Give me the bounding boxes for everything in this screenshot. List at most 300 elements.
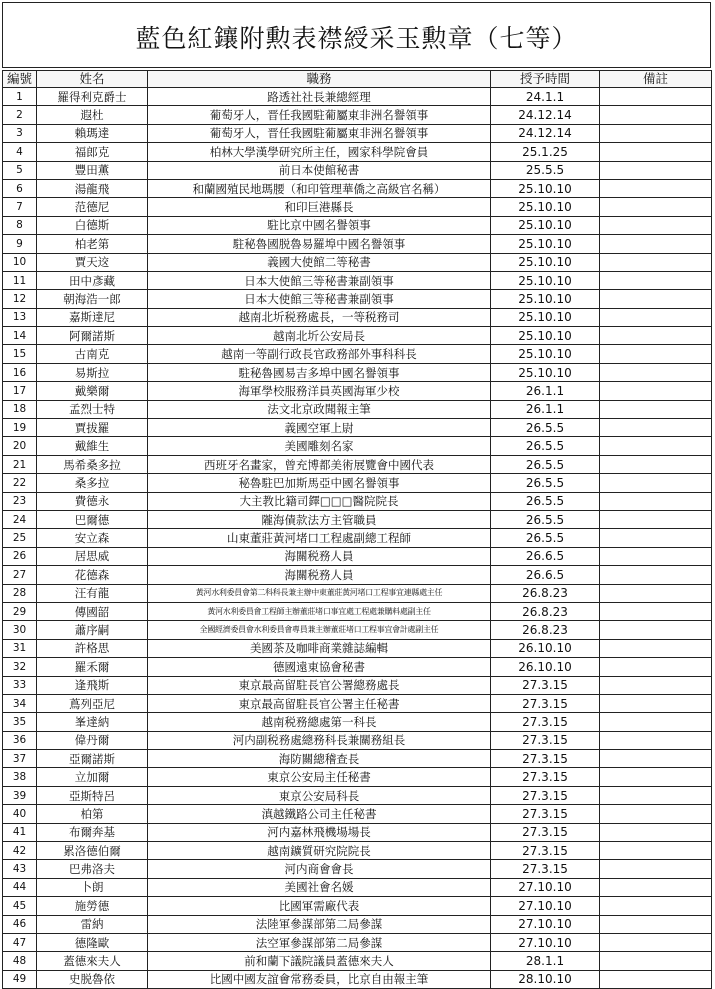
row-name: 立加爾 — [37, 768, 148, 786]
row-note — [600, 382, 712, 400]
row-date: 26.5.5 — [491, 419, 600, 437]
table-body — [3, 88, 712, 989]
row-duty: 美國雕刻名家 — [148, 437, 491, 455]
table-row — [3, 235, 712, 253]
row-num: 4 — [3, 143, 37, 161]
table-row — [3, 694, 712, 712]
table-row — [3, 750, 712, 768]
row-num: 26 — [3, 547, 37, 565]
row-date: 27.3.15 — [491, 731, 600, 749]
row-note — [600, 308, 712, 326]
row-note — [600, 88, 712, 106]
table-row — [3, 437, 712, 455]
row-name: 布爾奔基 — [37, 823, 148, 841]
row-duty: 美國社會名媛 — [148, 878, 491, 896]
row-duty: 越南鑛質研究院院長 — [148, 842, 491, 860]
row-num: 27 — [3, 566, 37, 584]
table-row — [3, 621, 712, 639]
row-num: 44 — [3, 878, 37, 896]
row-num: 21 — [3, 455, 37, 473]
row-note — [600, 106, 712, 124]
table-row — [3, 529, 712, 547]
table-row — [3, 290, 712, 308]
row-name: 累洛德伯爾 — [37, 842, 148, 860]
table-row — [3, 676, 712, 694]
row-date: 27.3.15 — [491, 786, 600, 804]
row-name: 孟烈士特 — [37, 400, 148, 418]
row-duty: 葡萄牙人，晋任我國駐葡屬東非洲名譽領事 — [148, 106, 491, 124]
row-duty: 比國中國友誼會常務委員，比京自由報主筆 — [148, 970, 491, 988]
row-name: 賈天䢒 — [37, 253, 148, 271]
row-note — [600, 970, 712, 988]
row-name: 桑多拉 — [37, 474, 148, 492]
row-duty: 滇越鐵路公司主任秘書 — [148, 805, 491, 823]
row-duty: 東京公安局科長 — [148, 786, 491, 804]
row-note — [600, 290, 712, 308]
row-date: 25.10.10 — [491, 290, 600, 308]
row-note — [600, 805, 712, 823]
row-num: 15 — [3, 345, 37, 363]
row-date: 27.3.15 — [491, 694, 600, 712]
row-name: 馬希桑多拉 — [37, 455, 148, 473]
row-duty: 前和蘭下議院議員蓋德來夫人 — [148, 952, 491, 970]
row-duty: 美國茶及咖啡商業雜誌編輯 — [148, 639, 491, 657]
table-row — [3, 566, 712, 584]
row-name: 德隆歐 — [37, 933, 148, 951]
row-date: 25.10.10 — [491, 363, 600, 381]
row-duty: 西班牙名畫家，曾充博都美術展覽會中國代表 — [148, 455, 491, 473]
table-row — [3, 382, 712, 400]
row-num: 20 — [3, 437, 37, 455]
row-num: 45 — [3, 897, 37, 915]
row-duty: 和印巨港縣長 — [148, 198, 491, 216]
row-name: 汪有龍 — [37, 584, 148, 602]
row-name: 卜朗 — [37, 878, 148, 896]
row-note — [600, 510, 712, 528]
row-date: 24.12.14 — [491, 124, 600, 142]
row-note — [600, 529, 712, 547]
row-num: 29 — [3, 602, 37, 620]
row-note — [600, 842, 712, 860]
row-note — [600, 750, 712, 768]
row-duty: 柏林大學漢學研究所主任，國家科學院會員 — [148, 143, 491, 161]
row-note — [600, 198, 712, 216]
row-duty: 越南一等副行政長官政務部外事科科長 — [148, 345, 491, 363]
row-num: 31 — [3, 639, 37, 657]
row-name: 傳國韶 — [37, 602, 148, 620]
table-row — [3, 363, 712, 381]
row-date: 26.6.5 — [491, 547, 600, 565]
row-date: 25.10.10 — [491, 253, 600, 271]
row-duty: 海軍學校服務洋員英國海軍少校 — [148, 382, 491, 400]
row-note — [600, 179, 712, 197]
row-num: 17 — [3, 382, 37, 400]
row-duty: 海防關總稽查長 — [148, 750, 491, 768]
page-title: 藍色紅鑲附勲表襟綬采玉勲章（七等） — [135, 24, 578, 53]
table-row — [3, 179, 712, 197]
row-note — [600, 363, 712, 381]
row-duty: 河内商會會長 — [148, 860, 491, 878]
row-duty: 德國遠東協會秘書 — [148, 658, 491, 676]
row-duty: 比國軍需廠代表 — [148, 897, 491, 915]
table-row — [3, 474, 712, 492]
row-duty: 前日本使館秘書 — [148, 161, 491, 179]
row-duty: 法陸軍參謀部第二局參謀 — [148, 915, 491, 933]
row-name: 亞斯特呂 — [37, 786, 148, 804]
award-table — [2, 70, 712, 989]
row-duty: 葡萄牙人，晋任我國駐葡屬東非洲名譽領事 — [148, 124, 491, 142]
row-date: 27.3.15 — [491, 805, 600, 823]
row-note — [600, 860, 712, 878]
row-date: 26.1.1 — [491, 400, 600, 418]
row-name: 蓋德來夫人 — [37, 952, 148, 970]
row-duty: 越南北圻公安局長 — [148, 327, 491, 345]
row-num: 39 — [3, 786, 37, 804]
table-row — [3, 492, 712, 510]
row-name: 戴樂爾 — [37, 382, 148, 400]
table-row — [3, 419, 712, 437]
row-date: 26.5.5 — [491, 510, 600, 528]
row-num: 12 — [3, 290, 37, 308]
row-num: 8 — [3, 216, 37, 234]
row-num: 38 — [3, 768, 37, 786]
row-note — [600, 713, 712, 731]
table-row — [3, 308, 712, 326]
header-note: 備註 — [600, 71, 712, 88]
row-note — [600, 143, 712, 161]
row-name: 逢飛斯 — [37, 676, 148, 694]
row-num: 16 — [3, 363, 37, 381]
row-num: 43 — [3, 860, 37, 878]
table-row — [3, 510, 712, 528]
row-duty: 日本大使館三等秘書兼副領事 — [148, 271, 491, 289]
row-date: 27.3.15 — [491, 750, 600, 768]
row-num: 47 — [3, 933, 37, 951]
row-date: 28.10.10 — [491, 970, 600, 988]
row-name: 柏老第 — [37, 235, 148, 253]
row-num: 9 — [3, 235, 37, 253]
row-note — [600, 786, 712, 804]
row-duty: 法文北京政聞報主筆 — [148, 400, 491, 418]
row-name: 戴維生 — [37, 437, 148, 455]
row-name: 費德永 — [37, 492, 148, 510]
table-row — [3, 658, 712, 676]
row-date: 26.10.10 — [491, 639, 600, 657]
row-duty: 秘魯駐巴加斯馬亞中國名譽領事 — [148, 474, 491, 492]
row-num: 36 — [3, 731, 37, 749]
row-name: 巴弗洛夫 — [37, 860, 148, 878]
row-name: 賴瑪達 — [37, 124, 148, 142]
row-name: 安立森 — [37, 529, 148, 547]
row-note — [600, 216, 712, 234]
table-row — [3, 713, 712, 731]
row-num: 5 — [3, 161, 37, 179]
row-note — [600, 897, 712, 915]
table-row — [3, 143, 712, 161]
row-date: 24.12.14 — [491, 106, 600, 124]
row-name: 峯達納 — [37, 713, 148, 731]
row-duty: 隴海債款法方主管職員 — [148, 510, 491, 528]
row-date: 25.10.10 — [491, 235, 600, 253]
row-date: 26.5.5 — [491, 492, 600, 510]
row-name: 古南克 — [37, 345, 148, 363]
table-row — [3, 897, 712, 915]
row-num: 3 — [3, 124, 37, 142]
row-duty: 東京公安局主任秘書 — [148, 768, 491, 786]
row-date: 26.10.10 — [491, 658, 600, 676]
row-date: 25.1.25 — [491, 143, 600, 161]
row-note — [600, 327, 712, 345]
row-duty: 山東董莊黃河堵口工程處副總工程師 — [148, 529, 491, 547]
row-date: 27.10.10 — [491, 933, 600, 951]
header-duty: 職務 — [148, 71, 491, 88]
row-duty: 越南北圻税務處長，一等税務司 — [148, 308, 491, 326]
row-num: 10 — [3, 253, 37, 271]
row-note — [600, 621, 712, 639]
row-duty: 大主教比籍司鐸□□□醫院院長 — [148, 492, 491, 510]
row-date: 27.3.15 — [491, 713, 600, 731]
table-row — [3, 768, 712, 786]
row-duty: 河内嘉林飛機場場長 — [148, 823, 491, 841]
row-name: 朝海浩一郎 — [37, 290, 148, 308]
row-num: 6 — [3, 179, 37, 197]
row-note — [600, 253, 712, 271]
row-name: 偉丹爾 — [37, 731, 148, 749]
row-date: 25.10.10 — [491, 345, 600, 363]
row-num: 25 — [3, 529, 37, 547]
table-row — [3, 786, 712, 804]
header-date: 授予時間 — [491, 71, 600, 88]
row-num: 1 — [3, 88, 37, 106]
table-row — [3, 731, 712, 749]
row-name: 福郎克 — [37, 143, 148, 161]
row-num: 11 — [3, 271, 37, 289]
row-name: 白德斯 — [37, 216, 148, 234]
row-duty: 越南税務總處第一科長 — [148, 713, 491, 731]
row-duty: 黃河水利委員會工程師主辦董莊堵口事宜處工程處兼購料處副主任 — [148, 602, 491, 620]
row-name: 羅禾爾 — [37, 658, 148, 676]
table-row — [3, 915, 712, 933]
row-note — [600, 731, 712, 749]
row-num: 28 — [3, 584, 37, 602]
row-note — [600, 878, 712, 896]
row-name: 居思威 — [37, 547, 148, 565]
row-date: 27.3.15 — [491, 823, 600, 841]
header-num: 編號 — [3, 71, 37, 88]
row-date: 25.10.10 — [491, 198, 600, 216]
table-row — [3, 823, 712, 841]
row-num: 42 — [3, 842, 37, 860]
row-num: 22 — [3, 474, 37, 492]
row-name: 巴爾德 — [37, 510, 148, 528]
row-num: 41 — [3, 823, 37, 841]
row-date: 26.5.5 — [491, 455, 600, 473]
row-date: 25.10.10 — [491, 327, 600, 345]
row-note — [600, 437, 712, 455]
row-num: 19 — [3, 419, 37, 437]
row-duty: 海關税務人員 — [148, 566, 491, 584]
row-duty: 義國大使館二等秘書 — [148, 253, 491, 271]
table-row — [3, 198, 712, 216]
row-num: 14 — [3, 327, 37, 345]
row-name: 柏第 — [37, 805, 148, 823]
row-name: 湯龍飛 — [37, 179, 148, 197]
row-note — [600, 400, 712, 418]
row-note — [600, 492, 712, 510]
row-note — [600, 474, 712, 492]
row-duty: 日本大使館三等秘書兼副領事 — [148, 290, 491, 308]
table-row — [3, 106, 712, 124]
table-row — [3, 602, 712, 620]
table-row — [3, 805, 712, 823]
row-duty: 駐秘魯國脱魯易羅埠中國名譽領事 — [148, 235, 491, 253]
row-date: 27.3.15 — [491, 768, 600, 786]
table-row — [3, 253, 712, 271]
row-duty: 東京最高留駐長官公署總務處長 — [148, 676, 491, 694]
row-note — [600, 547, 712, 565]
table-row — [3, 400, 712, 418]
row-duty: 和蘭國殖民地瑪腰（和印管理華僑之高級官名稱） — [148, 179, 491, 197]
row-date: 25.10.10 — [491, 216, 600, 234]
row-date: 24.1.1 — [491, 88, 600, 106]
row-date: 25.10.10 — [491, 308, 600, 326]
row-num: 18 — [3, 400, 37, 418]
table-row — [3, 878, 712, 896]
row-note — [600, 455, 712, 473]
row-date: 26.5.5 — [491, 437, 600, 455]
table-row — [3, 327, 712, 345]
row-duty: 黃河水利委員會第二科科長兼主辦中東董莊黃河堵口工程事宜連縣處主任 — [148, 584, 491, 602]
row-num: 49 — [3, 970, 37, 988]
row-date: 26.5.5 — [491, 474, 600, 492]
title-box — [2, 2, 711, 68]
row-name: 亞爾諾斯 — [37, 750, 148, 768]
row-name: 史脱魯依 — [37, 970, 148, 988]
row-duty: 海關税務人員 — [148, 547, 491, 565]
table-row — [3, 584, 712, 602]
table-row — [3, 455, 712, 473]
row-num: 33 — [3, 676, 37, 694]
row-duty: 東京最高留駐長官公署主任秘書 — [148, 694, 491, 712]
row-name: 許格思 — [37, 639, 148, 657]
row-note — [600, 639, 712, 657]
row-num: 24 — [3, 510, 37, 528]
row-note — [600, 419, 712, 437]
row-date: 25.5.5 — [491, 161, 600, 179]
row-date: 26.6.5 — [491, 566, 600, 584]
row-name: 阿爾諾斯 — [37, 327, 148, 345]
row-date: 28.1.1 — [491, 952, 600, 970]
row-note — [600, 602, 712, 620]
row-num: 40 — [3, 805, 37, 823]
table-row — [3, 970, 712, 988]
row-note — [600, 584, 712, 602]
row-duty: 駐比京中國名譽領事 — [148, 216, 491, 234]
header-row — [3, 71, 712, 88]
row-name: 雷納 — [37, 915, 148, 933]
row-num: 13 — [3, 308, 37, 326]
table-row — [3, 952, 712, 970]
row-date: 25.10.10 — [491, 179, 600, 197]
row-num: 30 — [3, 621, 37, 639]
table-row — [3, 933, 712, 951]
row-note — [600, 694, 712, 712]
row-date: 27.3.15 — [491, 842, 600, 860]
row-name: 田中彥藏 — [37, 271, 148, 289]
row-note — [600, 161, 712, 179]
row-note — [600, 658, 712, 676]
row-name: 賈拔羅 — [37, 419, 148, 437]
table-row — [3, 345, 712, 363]
row-date: 27.3.15 — [491, 860, 600, 878]
table-row — [3, 860, 712, 878]
row-date: 26.1.1 — [491, 382, 600, 400]
row-note — [600, 235, 712, 253]
table-row — [3, 271, 712, 289]
row-note — [600, 823, 712, 841]
row-date: 26.5.5 — [491, 529, 600, 547]
row-duty: 全國經濟委員會水利委員會專員兼主辦董莊堵口工程事宜會計處副主任 — [148, 621, 491, 639]
table-row — [3, 216, 712, 234]
row-duty: 路透社社長兼總經理 — [148, 88, 491, 106]
row-note — [600, 676, 712, 694]
row-name: 羅得利克爵士 — [37, 88, 148, 106]
row-num: 34 — [3, 694, 37, 712]
row-num: 35 — [3, 713, 37, 731]
row-date: 27.10.10 — [491, 897, 600, 915]
row-num: 48 — [3, 952, 37, 970]
row-name: 嘉斯達尼 — [37, 308, 148, 326]
table-row — [3, 842, 712, 860]
table-row — [3, 88, 712, 106]
row-date: 27.10.10 — [491, 878, 600, 896]
table-row — [3, 161, 712, 179]
row-date: 27.3.15 — [491, 676, 600, 694]
table-row — [3, 124, 712, 142]
row-name: 施勞德 — [37, 897, 148, 915]
row-num: 2 — [3, 106, 37, 124]
table-row — [3, 639, 712, 657]
row-note — [600, 915, 712, 933]
row-duty: 法空軍參謀部第二局參謀 — [148, 933, 491, 951]
row-num: 37 — [3, 750, 37, 768]
row-name: 豐田薫 — [37, 161, 148, 179]
row-name: 范德尼 — [37, 198, 148, 216]
row-note — [600, 345, 712, 363]
table-row — [3, 547, 712, 565]
row-date: 26.8.23 — [491, 621, 600, 639]
row-note — [600, 952, 712, 970]
row-name: 花德森 — [37, 566, 148, 584]
row-name: 蔦列亞尼 — [37, 694, 148, 712]
row-name: 遐杜 — [37, 106, 148, 124]
row-num: 46 — [3, 915, 37, 933]
row-num: 32 — [3, 658, 37, 676]
row-note — [600, 566, 712, 584]
row-note — [600, 271, 712, 289]
row-note — [600, 124, 712, 142]
row-note — [600, 933, 712, 951]
row-duty: 河内副税務處總務科長兼關務組長 — [148, 731, 491, 749]
row-note — [600, 768, 712, 786]
row-name: 易斯拉 — [37, 363, 148, 381]
row-duty: 義國空軍上尉 — [148, 419, 491, 437]
row-duty: 駐秘魯國易吉多埠中國名譽領事 — [148, 363, 491, 381]
row-date: 27.10.10 — [491, 915, 600, 933]
row-name: 蕭序嗣 — [37, 621, 148, 639]
row-num: 23 — [3, 492, 37, 510]
row-date: 26.8.23 — [491, 602, 600, 620]
